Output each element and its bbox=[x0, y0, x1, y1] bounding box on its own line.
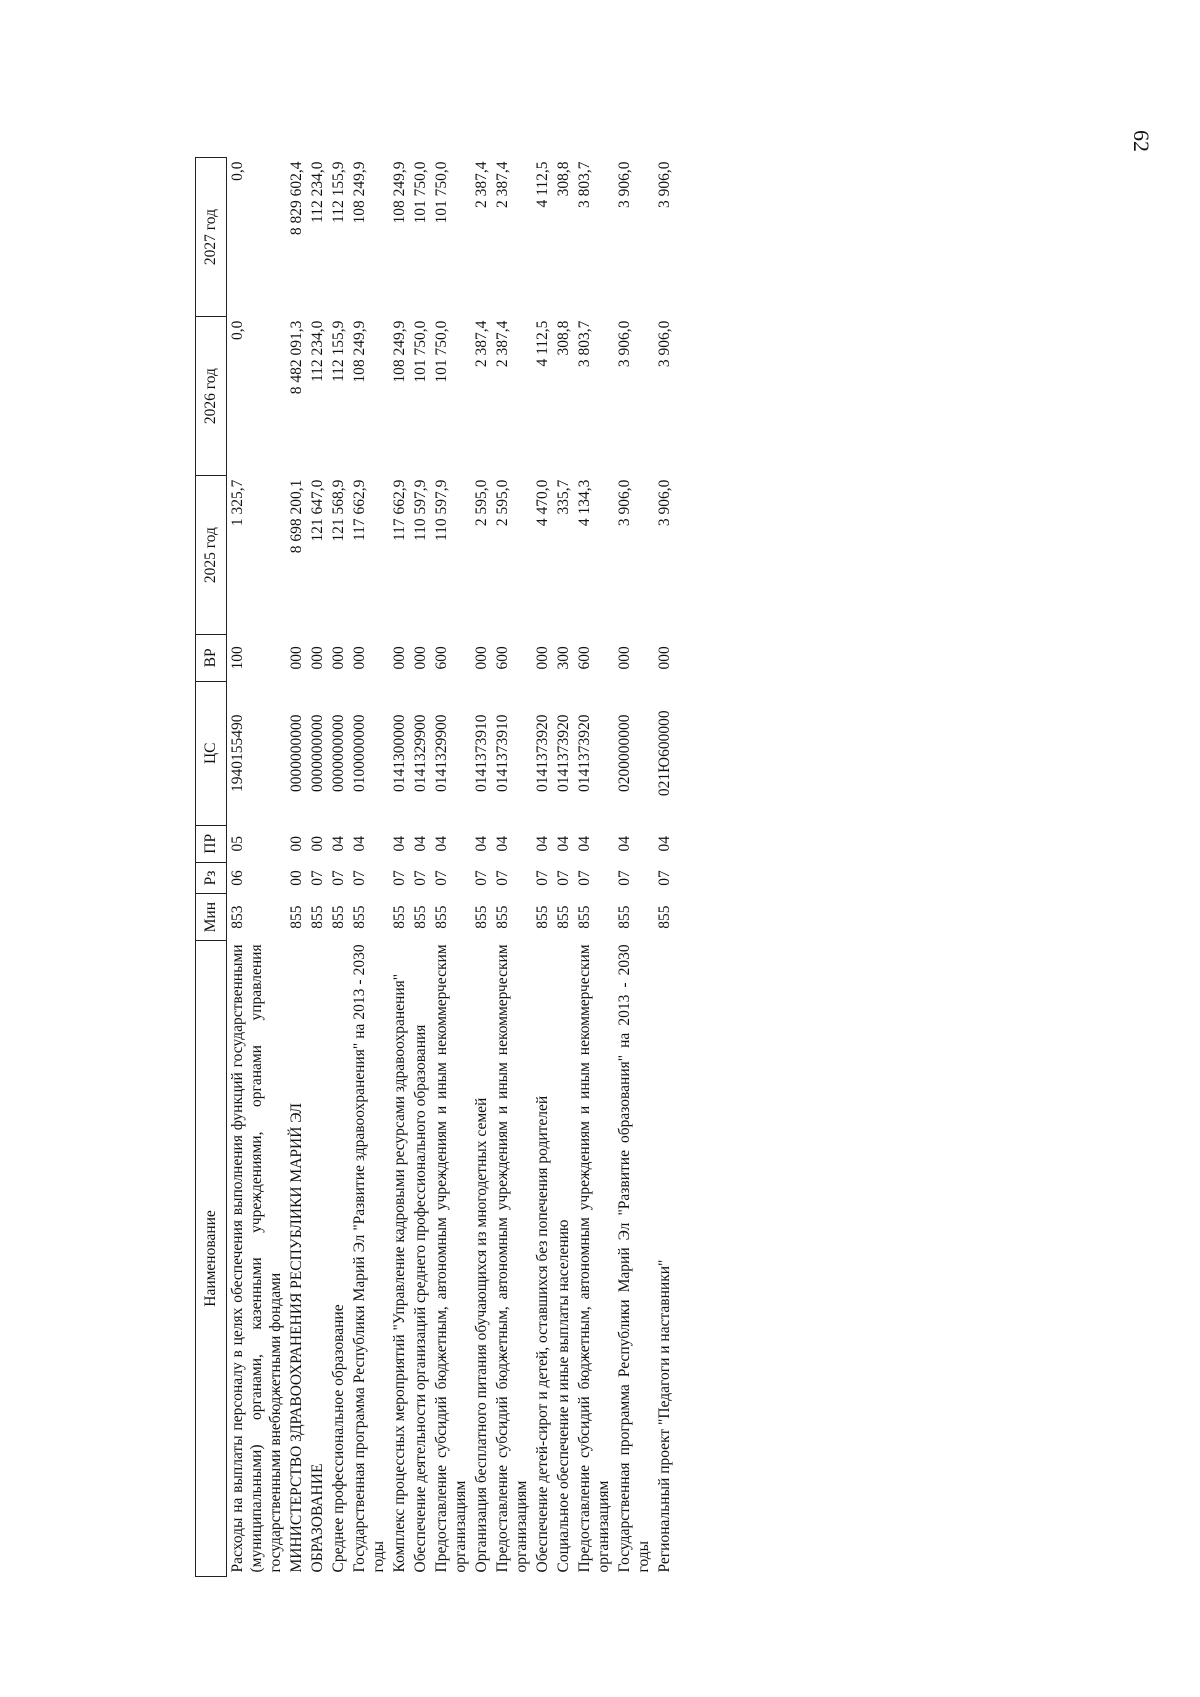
header-min: Мин bbox=[196, 894, 227, 940]
cell-min: 855 bbox=[309, 905, 326, 929]
table-row bbox=[471, 158, 492, 1577]
cell-y2027: 8 829 602,4 bbox=[288, 161, 305, 236]
table-row bbox=[307, 158, 328, 1577]
cell-vr: 000 bbox=[288, 646, 305, 670]
cell-y2026: 0,0 bbox=[229, 320, 246, 340]
cell-cs: 1940155490 bbox=[229, 714, 246, 793]
table-row bbox=[349, 158, 389, 1577]
cell-pr: 04 bbox=[412, 836, 429, 852]
cell-y2027: 2 387,4 bbox=[473, 161, 490, 208]
table-row bbox=[553, 158, 574, 1577]
cell-min: 855 bbox=[494, 905, 511, 929]
cell-y2027: 101 750,0 bbox=[433, 161, 450, 224]
cell-vr: 000 bbox=[391, 646, 408, 670]
cell-min: 853 bbox=[229, 905, 246, 929]
cell-y2025: 110 597,9 bbox=[412, 479, 429, 542]
header-cs: ЦС bbox=[196, 681, 227, 825]
cell-rz: 07 bbox=[391, 870, 408, 886]
cell-y2025: 4 470,0 bbox=[534, 479, 551, 527]
cell-rz: 06 bbox=[229, 870, 246, 886]
cell-rz: 07 bbox=[433, 870, 450, 886]
cell-name: Предоставление субсидий бюджетным, автономным учреждениям и иным некоммерческим организациям bbox=[576, 944, 612, 1573]
table-header-row bbox=[196, 158, 227, 1577]
cell-name: Среднее профессиональное образование bbox=[330, 1304, 347, 1573]
cell-cs: 0141300000 bbox=[391, 714, 408, 793]
cell-vr: 100 bbox=[229, 646, 246, 670]
cell-pr: 05 bbox=[229, 836, 246, 852]
table-row bbox=[286, 158, 307, 1577]
cell-rz: 07 bbox=[494, 870, 511, 886]
cell-cs: 0100000000 bbox=[351, 714, 368, 793]
cell-y2025: 8 698 200,1 bbox=[288, 479, 305, 554]
cell-min: 855 bbox=[433, 905, 450, 929]
cell-pr: 04 bbox=[555, 836, 572, 852]
cell-min: 855 bbox=[288, 905, 305, 929]
cell-y2026: 112 155,9 bbox=[330, 320, 347, 383]
cell-pr: 04 bbox=[433, 836, 450, 852]
table-row bbox=[431, 158, 471, 1577]
cell-cs: 0141373910 bbox=[494, 714, 511, 793]
cell-cs: 0141373920 bbox=[576, 714, 593, 793]
cell-y2027: 3 803,7 bbox=[576, 161, 593, 208]
header-name: Наименование bbox=[196, 940, 227, 1576]
cell-y2025: 2 595,0 bbox=[494, 479, 511, 527]
table-row bbox=[410, 158, 431, 1577]
cell-vr: 000 bbox=[412, 646, 429, 670]
cell-name: Комплекс процессных мероприятий "Управление кадровыми ресурсами здравоохранения" bbox=[391, 973, 408, 1573]
cell-rz: 00 bbox=[288, 870, 305, 886]
table-row bbox=[614, 158, 654, 1577]
cell-vr: 600 bbox=[494, 646, 511, 670]
cell-y2027: 4 112,5 bbox=[534, 161, 551, 208]
cell-vr: 000 bbox=[616, 646, 633, 670]
cell-y2026: 3 803,7 bbox=[576, 320, 593, 368]
cell-name: Обеспечение деятельности организаций среднего профессионального образования bbox=[412, 1024, 429, 1573]
cell-y2026: 108 249,9 bbox=[351, 320, 368, 383]
cell-y2025: 1 325,7 bbox=[229, 479, 246, 527]
cell-name: Обеспечение детей-сирот и детей, оставшихся без попечения родителей bbox=[534, 1095, 551, 1573]
cell-y2026: 101 750,0 bbox=[433, 320, 450, 383]
cell-y2026: 112 234,0 bbox=[309, 320, 326, 383]
cell-pr: 04 bbox=[494, 836, 511, 852]
cell-y2026: 8 482 091,3 bbox=[288, 320, 305, 395]
cell-vr: 600 bbox=[433, 646, 450, 670]
header-2025: 2025 год bbox=[196, 476, 227, 635]
cell-vr: 000 bbox=[656, 646, 673, 670]
budget-table bbox=[195, 157, 675, 1577]
cell-pr: 04 bbox=[576, 836, 593, 852]
cell-y2025: 117 662,9 bbox=[351, 479, 368, 542]
cell-cs: 0000000000 bbox=[288, 714, 305, 793]
cell-pr: 04 bbox=[656, 836, 673, 852]
cell-min: 855 bbox=[555, 905, 572, 929]
cell-pr: 04 bbox=[330, 836, 347, 852]
cell-y2026: 3 906,0 bbox=[616, 320, 633, 368]
cell-cs: 021Ю600000 bbox=[656, 710, 673, 797]
cell-y2025: 2 595,0 bbox=[473, 479, 490, 527]
cell-pr: 04 bbox=[473, 836, 490, 852]
cell-name: Предоставление субсидий бюджетным, автономным учреждениям и иным некоммерческим организациям bbox=[494, 944, 530, 1573]
cell-rz: 07 bbox=[473, 870, 490, 886]
cell-vr: 600 bbox=[576, 646, 593, 670]
cell-y2025: 4 134,3 bbox=[576, 479, 593, 527]
cell-min: 855 bbox=[351, 905, 368, 929]
cell-name: Региональный проект "Педагоги и наставники" bbox=[656, 1259, 673, 1573]
table-row bbox=[654, 158, 675, 1577]
cell-min: 855 bbox=[391, 905, 408, 929]
rotated-page-content bbox=[195, 157, 1025, 1577]
cell-cs: 0141373910 bbox=[473, 714, 490, 793]
cell-cs: 0141373920 bbox=[534, 714, 551, 793]
cell-y2027: 2 387,4 bbox=[494, 161, 511, 208]
cell-y2027: 0,0 bbox=[229, 161, 246, 181]
cell-rz: 07 bbox=[576, 870, 593, 886]
cell-min: 855 bbox=[534, 905, 551, 929]
table-row bbox=[574, 158, 614, 1577]
cell-y2025: 121 647,0 bbox=[309, 479, 326, 542]
cell-y2026: 2 387,4 bbox=[473, 320, 490, 368]
cell-pr: 00 bbox=[309, 836, 326, 852]
cell-y2026: 108 249,9 bbox=[391, 320, 408, 383]
cell-rz: 07 bbox=[616, 870, 633, 886]
cell-y2025: 3 906,0 bbox=[616, 479, 633, 527]
cell-name: Предоставление субсидий бюджетным, автономным учреждениям и иным некоммерческим организациям bbox=[433, 944, 469, 1573]
table-row bbox=[389, 158, 410, 1577]
cell-y2027: 112 155,9 bbox=[330, 161, 347, 223]
cell-min: 855 bbox=[473, 905, 490, 929]
cell-y2025: 117 662,9 bbox=[391, 479, 408, 542]
cell-name: Социальное обеспечение и иные выплаты населению bbox=[555, 1219, 572, 1573]
header-vr: ВР bbox=[196, 635, 227, 681]
table-body bbox=[227, 158, 676, 1577]
cell-pr: 00 bbox=[288, 836, 305, 852]
cell-min: 855 bbox=[330, 905, 347, 929]
cell-vr: 000 bbox=[351, 646, 368, 670]
cell-pr: 04 bbox=[351, 836, 368, 852]
table-row bbox=[328, 158, 349, 1577]
cell-min: 855 bbox=[576, 905, 593, 929]
cell-rz: 07 bbox=[330, 870, 347, 886]
cell-vr: 000 bbox=[309, 646, 326, 670]
table-row bbox=[227, 158, 287, 1577]
cell-vr: 000 bbox=[330, 646, 347, 670]
table-row bbox=[532, 158, 553, 1577]
header-2026: 2026 год bbox=[196, 317, 227, 476]
cell-rz: 07 bbox=[412, 870, 429, 886]
cell-rz: 07 bbox=[309, 870, 326, 886]
cell-vr: 300 bbox=[555, 646, 572, 670]
cell-rz: 07 bbox=[555, 870, 572, 886]
cell-pr: 04 bbox=[616, 836, 633, 852]
page-number: 62 bbox=[1129, 130, 1154, 152]
table-row bbox=[492, 158, 532, 1577]
cell-y2026: 2 387,4 bbox=[494, 320, 511, 368]
cell-rz: 07 bbox=[534, 870, 551, 886]
header-rz: Рз bbox=[196, 862, 227, 894]
cell-y2027: 108 249,9 bbox=[391, 161, 408, 224]
cell-cs: 0141329900 bbox=[433, 714, 450, 793]
cell-name: Организация бесплатного питания обучающихся из многодетных семей bbox=[473, 1097, 490, 1573]
cell-rz: 07 bbox=[351, 870, 368, 886]
cell-name: Государственная программа Республики Марий Эл "Развитие здравоохранения" на 2013 - 2030 годы bbox=[351, 944, 387, 1573]
cell-name: Государственная программа Республики Марий Эл "Развитие образования" на 2013 - 2030 годы bbox=[616, 944, 652, 1573]
cell-name: МИНИСТЕРСТВО ЗДРАВООХРАНЕНИЯ РЕСПУБЛИКИ МАРИЙ ЭЛ bbox=[288, 1102, 305, 1573]
cell-min: 855 bbox=[656, 905, 673, 929]
header-2027: 2027 год bbox=[196, 158, 227, 317]
cell-y2026: 101 750,0 bbox=[412, 320, 429, 383]
cell-cs: 0141373920 bbox=[555, 714, 572, 793]
cell-y2026: 4 112,5 bbox=[534, 320, 551, 367]
cell-cs: 0000000000 bbox=[309, 714, 326, 793]
cell-y2025: 3 906,0 bbox=[656, 479, 673, 527]
cell-y2025: 335,7 bbox=[555, 479, 572, 515]
cell-y2027: 112 234,0 bbox=[309, 161, 326, 223]
cell-rz: 07 bbox=[656, 870, 673, 886]
cell-y2027: 108 249,9 bbox=[351, 161, 368, 224]
cell-y2025: 110 597,9 bbox=[433, 479, 450, 542]
cell-min: 855 bbox=[616, 905, 633, 929]
cell-pr: 04 bbox=[534, 836, 551, 852]
cell-y2025: 121 568,9 bbox=[330, 479, 347, 542]
cell-y2027: 101 750,0 bbox=[412, 161, 429, 224]
cell-vr: 000 bbox=[473, 646, 490, 670]
cell-pr: 04 bbox=[391, 836, 408, 852]
cell-cs: 0141329900 bbox=[412, 714, 429, 793]
cell-cs: 0200000000 bbox=[616, 714, 633, 793]
cell-y2027: 3 906,0 bbox=[656, 161, 673, 208]
cell-vr: 000 bbox=[534, 646, 551, 670]
cell-cs: 0000000000 bbox=[330, 714, 347, 793]
cell-y2026: 3 906,0 bbox=[656, 320, 673, 368]
cell-name: Расходы на выплаты персоналу в целях обеспечения выполнения функций государственными (муниципальными) органами, казенными учреждениями, органами управления государственными внебюджетными фондами bbox=[229, 944, 284, 1573]
cell-y2027: 308,8 bbox=[555, 161, 572, 197]
cell-y2026: 308,8 bbox=[555, 320, 572, 356]
header-pr: ПР bbox=[196, 825, 227, 862]
cell-min: 855 bbox=[412, 905, 429, 929]
cell-y2027: 3 906,0 bbox=[616, 161, 633, 208]
cell-name: ОБРАЗОВАНИЕ bbox=[309, 1463, 326, 1573]
